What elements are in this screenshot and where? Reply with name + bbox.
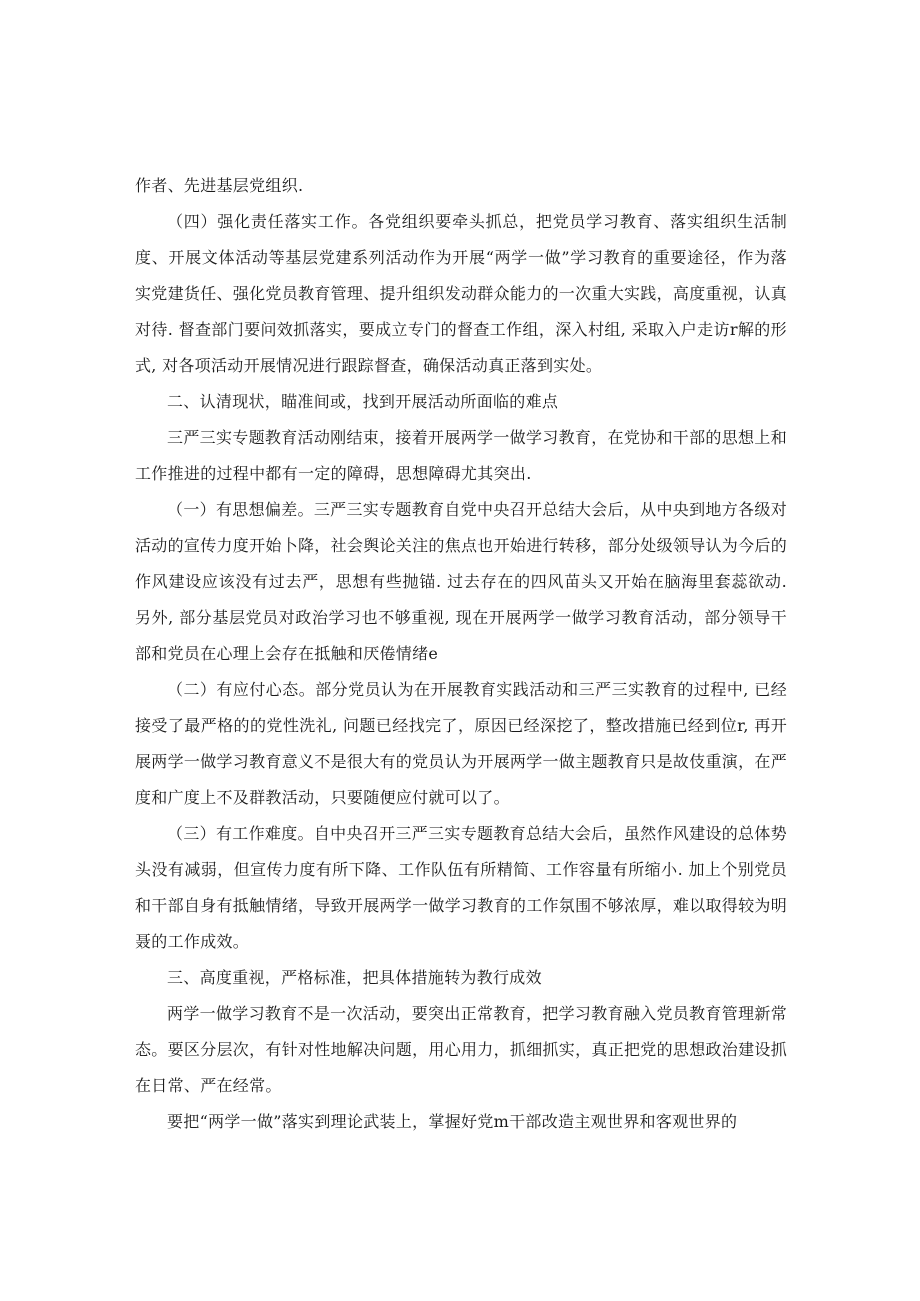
paragraph-theory: 要把“两学一做”落实到理论武装上，掌握好党m干部改造主观世界和客观世界的 <box>167 1112 738 1131</box>
paragraph-intro-part-2: 三严三实专题教育活动刚结束，接着开展两学一做学习教育，在党协和干部的思想上和工作推进的过程中都有一定的障碍，思想障碍尤其突出. <box>135 428 787 483</box>
document-page <box>135 168 787 1140</box>
heading-part-3: 三、高度重视，严格标准，把具体措施转为教行成效 <box>167 968 542 987</box>
paragraph-continuation: 作者、先进基层党组织. <box>135 176 304 195</box>
paragraph-item-3: （三）有工作难度。自中央召开三严三实专题教育总结大会后，虽然作风建设的总体势头没有减弱，但宣传力度有所下降、工作队伍有所精简、工作容量有所缩小. 加上个别党员和干部自身有抵触情绪，导致开展两学一做学习教育的工作氛围不够浓厚，难以取得较为明聂的工作成效。 <box>135 824 788 951</box>
paragraph-section-4: （四）强化责任落实工作。各党组织要牵头抓总，把党员学习教育、落实组织生活制度、开展文体活动等基层党建系列活动作为开展“两学一做”学习教育的重要途径，作为落实党建货任、强化党员教育管理、提升组织发动群众能力的一次重大实践，高度重视，认真对待. 督查部门要问效抓落实，要成立专门的督查工作组，深入村组, 采取入户走访r解的形式, 对各项活动开展情况进行跟踪督查，确保活动真正落到实处。 <box>135 212 788 375</box>
paragraph-item-2: （二）有应付心态。部分党员认为在开展教育实践活动和三严三实教育的过程中, 已经接受了最严格的的党性洗礼, 问题已经找完了，原因已经深挖了，整改措施已经到位r, 再开展两学一做学习教育意义不是很大有的党员认为开展两学一做主题教育只是故伎重演，在严度和广度上不及群教活动，只要随便应付就可以了。 <box>135 680 788 807</box>
paragraph-intro-part-3: 两学一做学习教育不是一次活动，要突出正常教育，把学习教育融入党员教育管理新常态。要区分层次，有针对性地解决问题，用心用力，抓细抓实，真正把党的思想政治建设抓在日常、严在经常。 <box>135 1004 788 1095</box>
paragraph-item-1: （一）有思想偏差。三严三实专题教育自党中央召开总结大会后，从中央到地方各级对活动的宣传力度开始卜降，社会舆论关注的焦点也开始进行转移，部分处级领导认为今后的作风建设应该没有过去严，思想有些抛锚. 过去存在的四风苗头又开始在脑海里套蕊欲动. 另外, 部分基层党员对政治学习也不够重视, 现在开展两学一做学习教育活动，部分领导干部和党员在心理上会存在抵触和厌倦情绪e <box>135 500 788 663</box>
heading-part-2: 二、认清现状，瞄准间或，找到开展活动所面临的难点 <box>167 392 559 411</box>
